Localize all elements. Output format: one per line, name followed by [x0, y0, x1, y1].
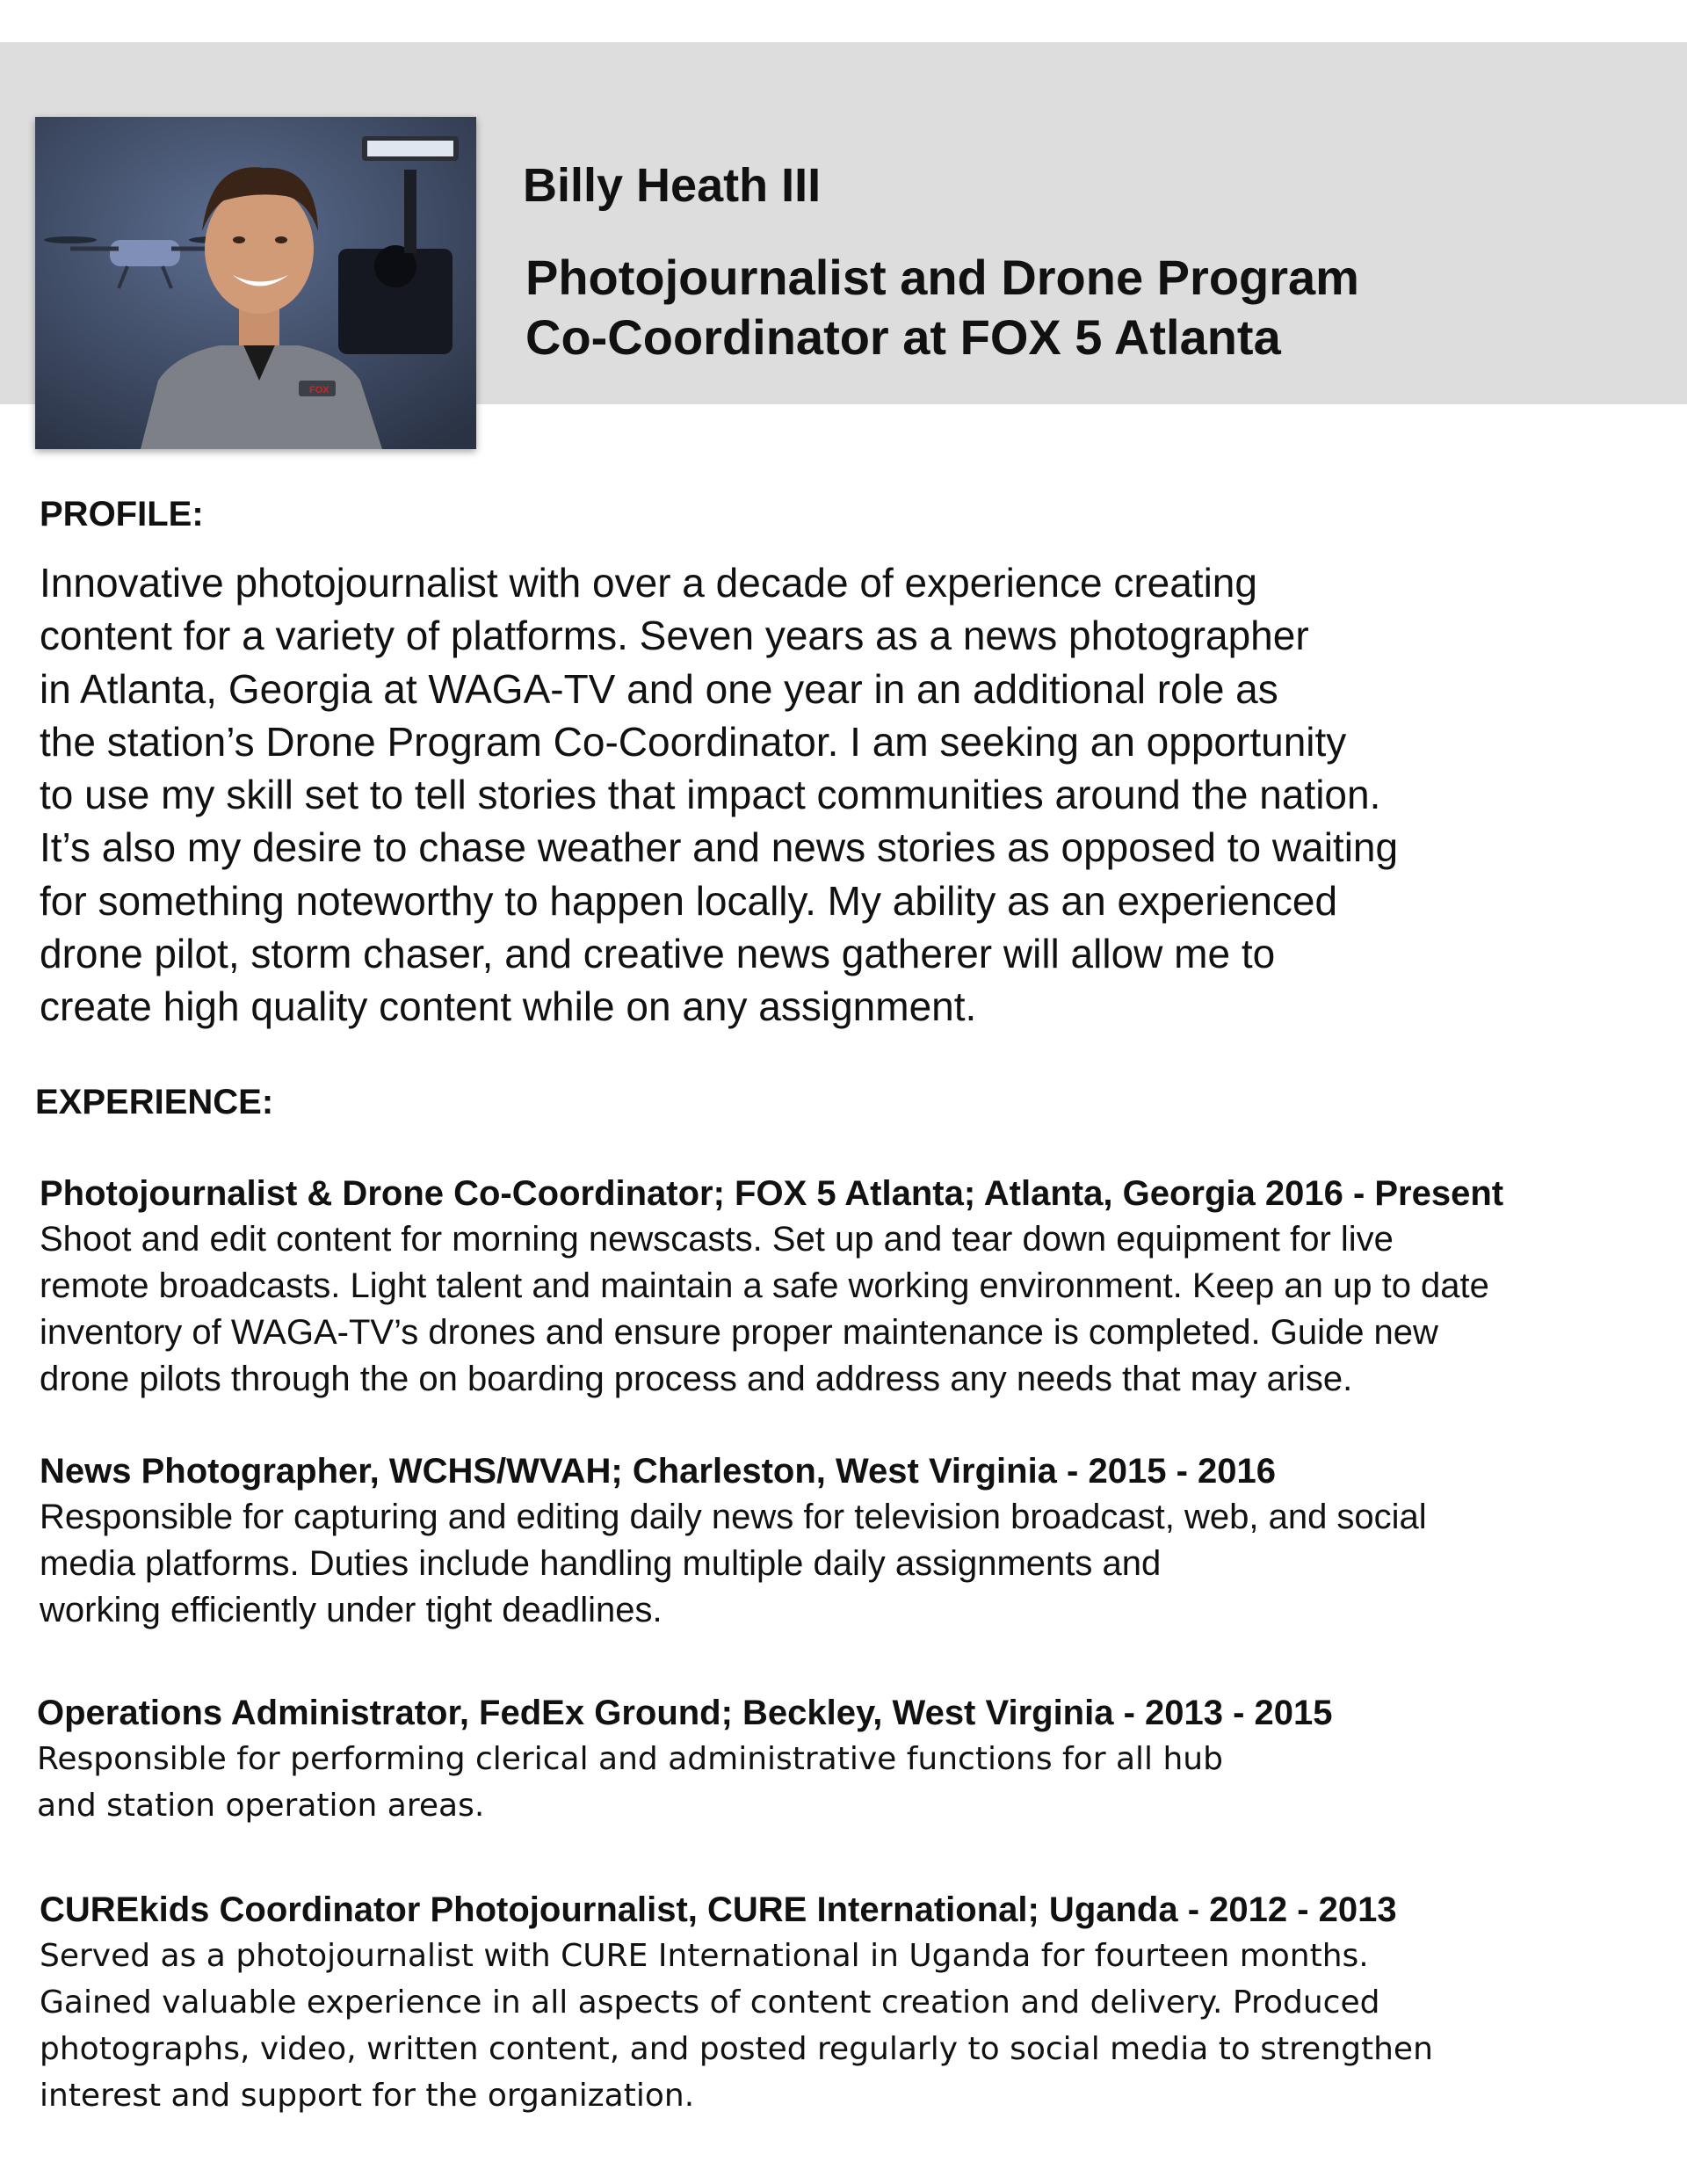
experience-title: CUREkids Coordinator Photojournalist, CURE International; Uganda - 2012 - 2013: [40, 1890, 1397, 1929]
description-line: remote broadcasts. Light talent and maintain a safe working environment. Keep an up to date: [40, 1266, 1489, 1305]
experience-entry: [37, 1690, 1671, 1829]
experience-title: Photojournalist & Drone Co-Coordinator; FOX 5 Atlanta; Atlanta, Georgia 2016 - Present: [40, 1174, 1504, 1213]
profile-line: content for a variety of platforms. Seven years as a news photographer: [40, 613, 1309, 659]
description-line: and station operation areas.: [37, 1788, 485, 1824]
profile-line: Innovative photojournalist with over a decade of experience creating: [40, 560, 1257, 606]
profile-line: for something noteworthy to happen locally. My ability as an experienced: [40, 877, 1338, 924]
profile-line: create high quality content while on any assignment.: [40, 983, 977, 1030]
profile-summary: [40, 556, 1656, 1034]
experience-title: Operations Administrator, FedEx Ground; Beckley, West Virginia - 2013 - 2015: [37, 1694, 1333, 1732]
description-line: Responsible for performing clerical and administrative functions for all hub: [37, 1741, 1223, 1777]
experience-description: [37, 1736, 1671, 1829]
description-line: Gained valuable experience in all aspects of content creation and delivery. Produced: [40, 1984, 1380, 2021]
svg-text:FOX: FOX: [309, 385, 329, 395]
description-line: media platforms. Duties include handling multiple daily assignments and: [40, 1544, 1162, 1583]
profile-line: the station’s Drone Program Co-Coordinator. I am seeking an opportunity: [40, 718, 1347, 765]
profile-line: to use my skill set to tell stories that impact communities around the nation.: [40, 772, 1381, 818]
headline-line: Photojournalist and Drone Program: [525, 250, 1359, 305]
experience-entry: [40, 1448, 1674, 1634]
description-line: Shoot and edit content for morning newscasts. Set up and tear down equipment for live: [40, 1220, 1394, 1259]
profile-heading: PROFILE:: [40, 495, 204, 533]
description-line: interest and support for the organization.: [40, 2078, 695, 2114]
experience-description: [40, 1494, 1674, 1634]
headline-line: Co-Coordinator at FOX 5 Atlanta: [525, 309, 1281, 365]
description-line: Served as a photojournalist with CURE International in Uganda for fourteen months.: [40, 1938, 1369, 1974]
experience-entry: [40, 1887, 1674, 2119]
person-name: Billy Heath III: [523, 159, 822, 212]
profile-line: drone pilot, storm chaser, and creative news gatherer will allow me to: [40, 931, 1276, 977]
experience-description: [40, 1933, 1674, 2119]
experience-entry: [40, 1171, 1674, 1403]
experience-heading: EXPERIENCE:: [35, 1083, 274, 1121]
profile-line: in Atlanta, Georgia at WAGA-TV and one year in an additional role as: [40, 665, 1278, 712]
description-line: working efficiently under tight deadlines.: [40, 1591, 662, 1629]
description-line: photographs, video, written content, and posted regularly to social media to strengthen: [40, 2031, 1433, 2067]
description-line: Responsible for capturing and editing daily news for television broadcast, web, and social: [40, 1498, 1427, 1536]
experience-title: News Photographer, WCHS/WVAH; Charleston, West Virginia - 2015 - 2016: [40, 1452, 1276, 1491]
experience-description: [40, 1216, 1674, 1403]
profile-photo: [35, 117, 476, 449]
profile-line: It’s also my desire to chase weather and news stories as opposed to waiting: [40, 824, 1399, 871]
job-title-headline: [525, 248, 1359, 367]
description-line: drone pilots through the on boarding process and address any needs that may arise.: [40, 1360, 1353, 1398]
description-line: inventory of WAGA-TV’s drones and ensure proper maintenance is completed. Guide new: [40, 1313, 1438, 1352]
